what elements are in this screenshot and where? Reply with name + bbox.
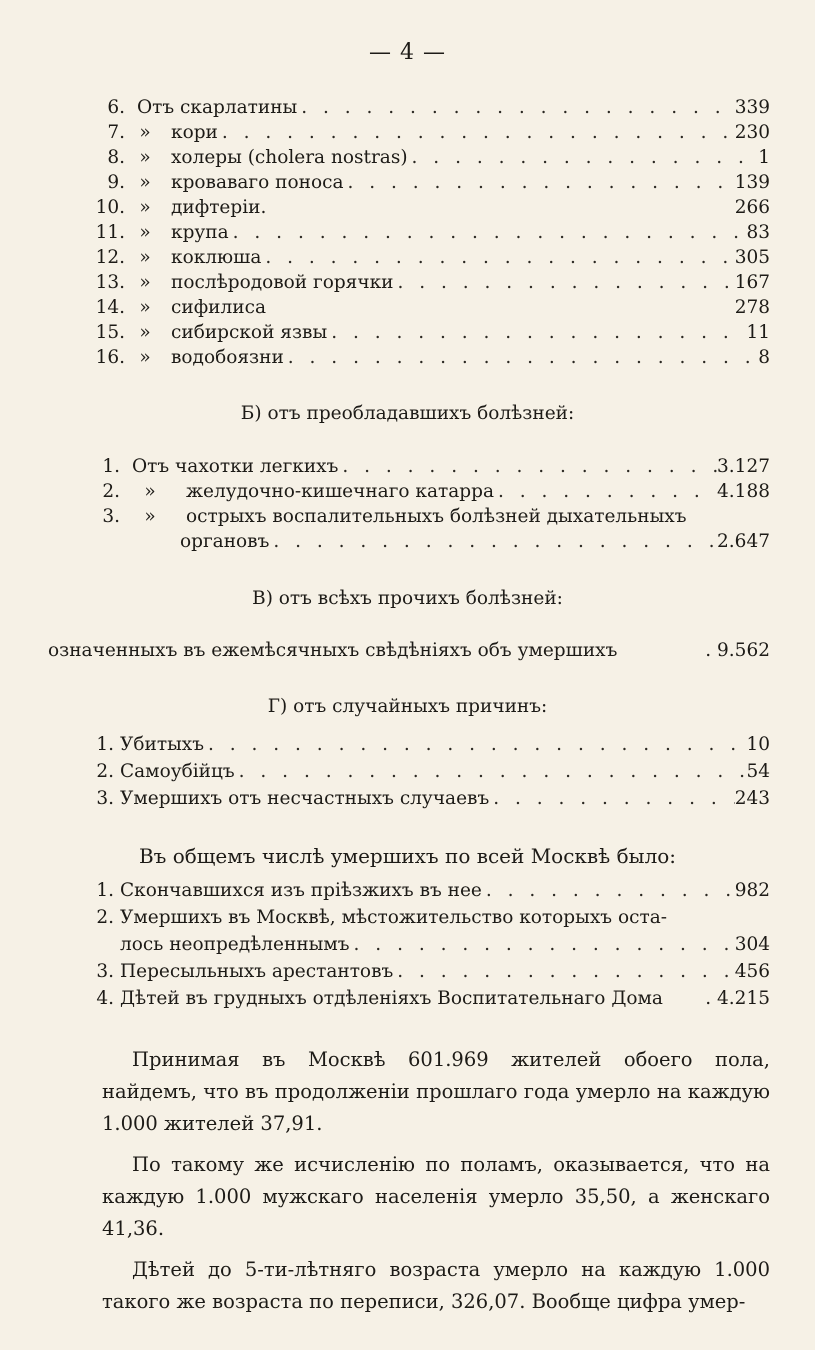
item-label: Умершихъ отъ несчастныхъ случаевъ	[120, 788, 490, 809]
ditto-mark: »	[139, 172, 151, 193]
list-item-continuation	[180, 530, 770, 554]
list-item	[95, 455, 770, 479]
item-label: кроваваго поноса	[171, 172, 344, 193]
item-value: 304	[734, 934, 770, 955]
item-label: сифилиса	[171, 297, 266, 318]
ditto-mark: »	[139, 247, 151, 268]
item-label: означенныхъ въ ежемѣсячныхъ свѣдѣніяхъ объ умершихъ	[48, 640, 618, 661]
leader-dots	[261, 246, 734, 270]
item-label: водобоязни	[171, 347, 284, 368]
list-item	[92, 906, 770, 930]
list-item-continuation	[92, 933, 770, 957]
item-value: 54	[746, 761, 770, 782]
paragraph-text: Дѣтей до 5-ти-лѣтняго возраста умерло на каждую 1.000 такого же возраста по переписи, 326,07. Вообще цифра умер-	[102, 1258, 770, 1313]
item-label: сибирской язвы	[171, 322, 328, 343]
leader-dots	[284, 346, 758, 370]
item-value: 1	[758, 147, 770, 168]
item-label: Убитыхъ	[120, 734, 204, 755]
body-paragraph	[102, 1149, 770, 1245]
ditto-mark: »	[139, 272, 151, 293]
item-number: 2.	[96, 761, 114, 782]
leader-dots	[482, 879, 735, 903]
item-label: острыхъ воспалительныхъ болѣзней дыхательныхъ	[186, 506, 687, 527]
ditto-mark: »	[139, 297, 151, 318]
item-number: 3.	[96, 961, 114, 982]
item-value: 278	[734, 297, 770, 318]
list-item	[95, 96, 770, 120]
item-value: 2.647	[717, 531, 770, 552]
item-label: холеры (cholera nostras)	[171, 147, 408, 168]
list-item	[92, 987, 770, 1011]
item-value: 8	[758, 347, 770, 368]
list-item	[95, 196, 770, 220]
ditto-mark: »	[139, 122, 151, 143]
item-number: 13.	[95, 272, 125, 293]
item-number: 1.	[96, 880, 114, 901]
list-item	[95, 480, 770, 504]
item-label: Умершихъ въ Москвѣ, мѣстожительство которыхъ оста-	[120, 907, 667, 928]
ditto-mark: »	[139, 147, 151, 168]
item-number: 7.	[107, 122, 125, 143]
leader-dots	[393, 960, 734, 984]
item-value: 3.127	[717, 456, 770, 477]
item-value: 230	[734, 122, 770, 143]
section-heading-total: Въ общемъ числѣ умершихъ по всей Москвѣ было:	[138, 844, 677, 868]
item-value: 83	[746, 222, 770, 243]
leader-dots	[297, 96, 734, 120]
section-heading-b: Б) отъ преобладавшихъ болѣзней:	[240, 403, 575, 424]
leader-dots	[343, 171, 734, 195]
leader-dots	[218, 121, 735, 145]
page-number: — 4 —	[369, 40, 446, 65]
body-paragraph	[102, 1254, 770, 1318]
list-item	[95, 271, 770, 295]
item-number: 2.	[96, 907, 114, 928]
list-item	[92, 879, 770, 903]
ditto-mark: »	[144, 506, 156, 527]
item-number: 6.	[107, 97, 125, 118]
paragraph-text: По такому же исчисленію по поламъ, оказывается, что на каждую 1.000 мужскаго населенія умерло 35,50, а женскаго 41,36.	[102, 1153, 770, 1240]
list-item	[92, 733, 770, 757]
leader-dots	[235, 760, 747, 784]
ditto-mark: »	[139, 197, 151, 218]
item-label: крупа	[171, 222, 229, 243]
item-value: 139	[734, 172, 770, 193]
list-item	[95, 246, 770, 270]
body-paragraph	[102, 1044, 770, 1140]
item-label: Самоубійцъ	[120, 761, 235, 782]
item-label: желудочно-кишечнаго катарра	[186, 481, 494, 502]
leader-dots	[350, 933, 735, 957]
item-number: 2.	[102, 481, 120, 502]
item-value: 167	[734, 272, 770, 293]
item-number: 1.	[96, 734, 114, 755]
list-item	[95, 146, 770, 170]
leader-dots	[204, 733, 746, 757]
item-label: Отъ скарлатины	[137, 97, 298, 118]
item-value: 266	[734, 197, 770, 218]
list-item	[92, 787, 770, 811]
item-number: 10.	[95, 197, 125, 218]
item-number: 11.	[95, 222, 125, 243]
item-label: Дѣтей въ грудныхъ отдѣленіяхъ Воспитательнаго Дома	[120, 988, 663, 1009]
item-label: Отъ чахотки легкихъ	[132, 456, 339, 477]
item-number: 3.	[96, 788, 114, 809]
item-number: 4.	[96, 988, 114, 1009]
item-number: 3.	[102, 506, 120, 527]
list-item	[92, 960, 770, 984]
item-number: 14.	[95, 297, 125, 318]
item-label: послѣродовой горячки	[171, 272, 394, 293]
ditto-mark: »	[139, 347, 151, 368]
section-heading-g: Г) отъ случайныхъ причинъ:	[267, 696, 548, 717]
list-item	[95, 346, 770, 370]
leader-dots	[269, 530, 717, 554]
list-item	[48, 639, 770, 663]
item-number: 9.	[107, 172, 125, 193]
item-value: 4.188	[717, 481, 770, 502]
item-label: коклюша	[171, 247, 262, 268]
item-value: . 4.215	[705, 988, 770, 1009]
leader-dots	[393, 271, 734, 295]
item-value: 456	[734, 961, 770, 982]
item-number: 8.	[107, 147, 125, 168]
item-number: 15.	[95, 322, 125, 343]
item-number: 12.	[95, 247, 125, 268]
leader-dots	[338, 455, 717, 479]
item-value: 243	[734, 788, 770, 809]
item-value: 339	[734, 97, 770, 118]
item-label: Пересыльныхъ арестантовъ	[120, 961, 394, 982]
item-label: органовъ	[180, 531, 270, 552]
leader-dots	[408, 146, 759, 170]
list-item	[95, 296, 770, 320]
ditto-mark: »	[144, 481, 156, 502]
ditto-mark: »	[139, 322, 151, 343]
item-value: 10	[746, 734, 770, 755]
ditto-mark: »	[139, 222, 151, 243]
item-value: . 9.562	[705, 640, 770, 661]
item-value: 305	[734, 247, 770, 268]
item-value: 11	[746, 322, 770, 343]
leader-dots	[489, 787, 734, 811]
list-item	[92, 760, 770, 784]
leader-dots	[229, 221, 747, 245]
item-number: 1.	[102, 456, 120, 477]
item-number	[92, 933, 114, 957]
item-label: дифтеріи.	[171, 197, 267, 218]
list-item	[95, 171, 770, 195]
paragraph-text: Принимая въ Москвѣ 601.969 жителей обоего пола, найдемъ, что въ продолженіи прошлаго года умерло на каждую 1.000 жителей 37,91.	[102, 1048, 770, 1135]
item-value: 982	[734, 880, 770, 901]
list-item	[95, 121, 770, 145]
item-label: лось неопредѣленнымъ	[120, 934, 350, 955]
item-label: кори	[171, 122, 218, 143]
item-label: Скончавшихся изъ пріѣзжихъ въ нее	[120, 880, 482, 901]
list-item	[95, 221, 770, 245]
item-number: 16.	[95, 347, 125, 368]
list-item	[95, 321, 770, 345]
leader-dots	[327, 321, 746, 345]
list-item	[95, 505, 770, 529]
section-heading-v: В) отъ всѣхъ прочихъ болѣзней:	[252, 588, 563, 609]
leader-dots	[494, 480, 717, 504]
